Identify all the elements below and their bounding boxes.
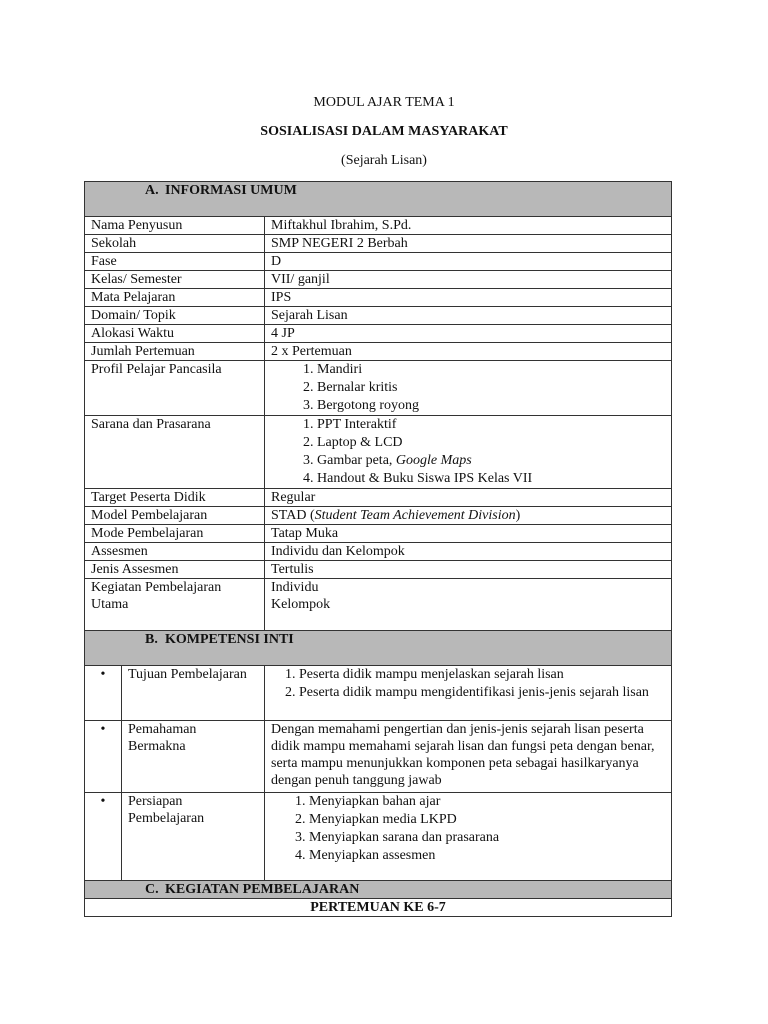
model-row: Model Pembelajaran STAD (Student Team Achievement Division): [85, 507, 672, 525]
info-row: Alokasi Waktu 4 JP: [85, 325, 672, 343]
section-a-header: A. INFORMASI UMUM: [85, 182, 672, 217]
info-row: Kelas/ Semester VII/ ganjil: [85, 271, 672, 289]
info-row: Domain/ Topik Sejarah Lisan: [85, 307, 672, 325]
bullet: •: [85, 721, 122, 793]
kegiatan-row: Kegiatan Pembelajaran Utama Individu Kelompok: [85, 579, 672, 631]
info-row: Mode Pembelajaran Tatap Muka: [85, 525, 672, 543]
modul-table: [84, 181, 672, 917]
section-b-header: B. KOMPETENSI INTI: [85, 631, 672, 666]
tujuan-row: • Tujuan Pembelajaran 1. Peserta didik mampu menjelaskan sejarah lisan 2. Peserta didik mampu mengidentifikasi jenis-jenis sejarah lisan: [85, 666, 672, 721]
bullet: •: [85, 666, 122, 721]
doc-heading-subtitle: (Sejarah Lisan): [341, 153, 427, 168]
section-c-header: C. KEGIATAN PEMBELAJARAN: [85, 881, 672, 899]
doc-heading-line1: MODUL AJAR TEMA 1: [313, 95, 455, 110]
profil-list: 1. Mandiri 2. Bernalar kritis 3. Bergotong royong: [271, 361, 665, 415]
info-row: Sekolah SMP NEGERI 2 Berbah: [85, 235, 672, 253]
info-row: Assesmen Individu dan Kelompok: [85, 543, 672, 561]
bullet: •: [85, 793, 122, 881]
info-row: Nama Penyusun Miftakhul Ibrahim, S.Pd.: [85, 217, 672, 235]
tujuan-list: 1. Peserta didik mampu menjelaskan sejarah lisan 2. Peserta didik mampu mengidentifikasi jenis-jenis sejarah lisan: [271, 666, 665, 702]
profil-row: Profil Pelajar Pancasila 1. Mandiri 2. Bernalar kritis 3. Bergotong royong: [85, 361, 672, 416]
pertemuan-heading: PERTEMUAN KE 6-7: [85, 899, 672, 917]
doc-heading-title: SOSIALISASI DALAM MASYARAKAT: [260, 124, 508, 139]
info-row: Target Peserta Didik Regular: [85, 489, 672, 507]
info-row: Fase D: [85, 253, 672, 271]
info-row: Jumlah Pertemuan 2 x Pertemuan: [85, 343, 672, 361]
sarana-list: 1. PPT Interaktif 2. Laptop & LCD 3. Gambar peta, Google Maps 4. Handout & Buku Siswa IPS Kelas VII: [271, 416, 665, 488]
info-row: Mata Pelajaran IPS: [85, 289, 672, 307]
info-row: Jenis Assesmen Tertulis: [85, 561, 672, 579]
pemahaman-text: Dengan memahami pengertian dan jenis-jenis sejarah lisan peserta didik mampu memahami sejarah lisan dan fungsi peta dengan benar, serta mampu menunjukkan komponen peta sebagai hasilkaryanya dengan penuh tanggung jawab: [265, 721, 672, 793]
persiapan-list: 1. Menyiapkan bahan ajar 2. Menyiapkan media LKPD 3. Menyiapkan sarana dan prasarana 4. Menyiapkan assesmen: [271, 793, 665, 865]
pemahaman-row: • Pemahaman Bermakna Dengan memahami pengertian dan jenis-jenis sejarah lisan peserta didik mampu memahami sejarah lisan dan fungsi peta dengan benar, serta mampu menunjukkan komponen peta sebagai hasilkaryanya dengan penuh tanggung jawab: [85, 721, 672, 793]
persiapan-row: • Persiapan Pembelajaran 1. Menyiapkan bahan ajar 2. Menyiapkan media LKPD 3. Menyiapkan sarana dan prasarana 4. Menyiapkan assesmen: [85, 793, 672, 881]
sarana-row: Sarana dan Prasarana 1. PPT Interaktif 2. Laptop & LCD 3. Gambar peta, Google Maps 4. Handout & Buku Siswa IPS Kelas VII: [85, 416, 672, 489]
